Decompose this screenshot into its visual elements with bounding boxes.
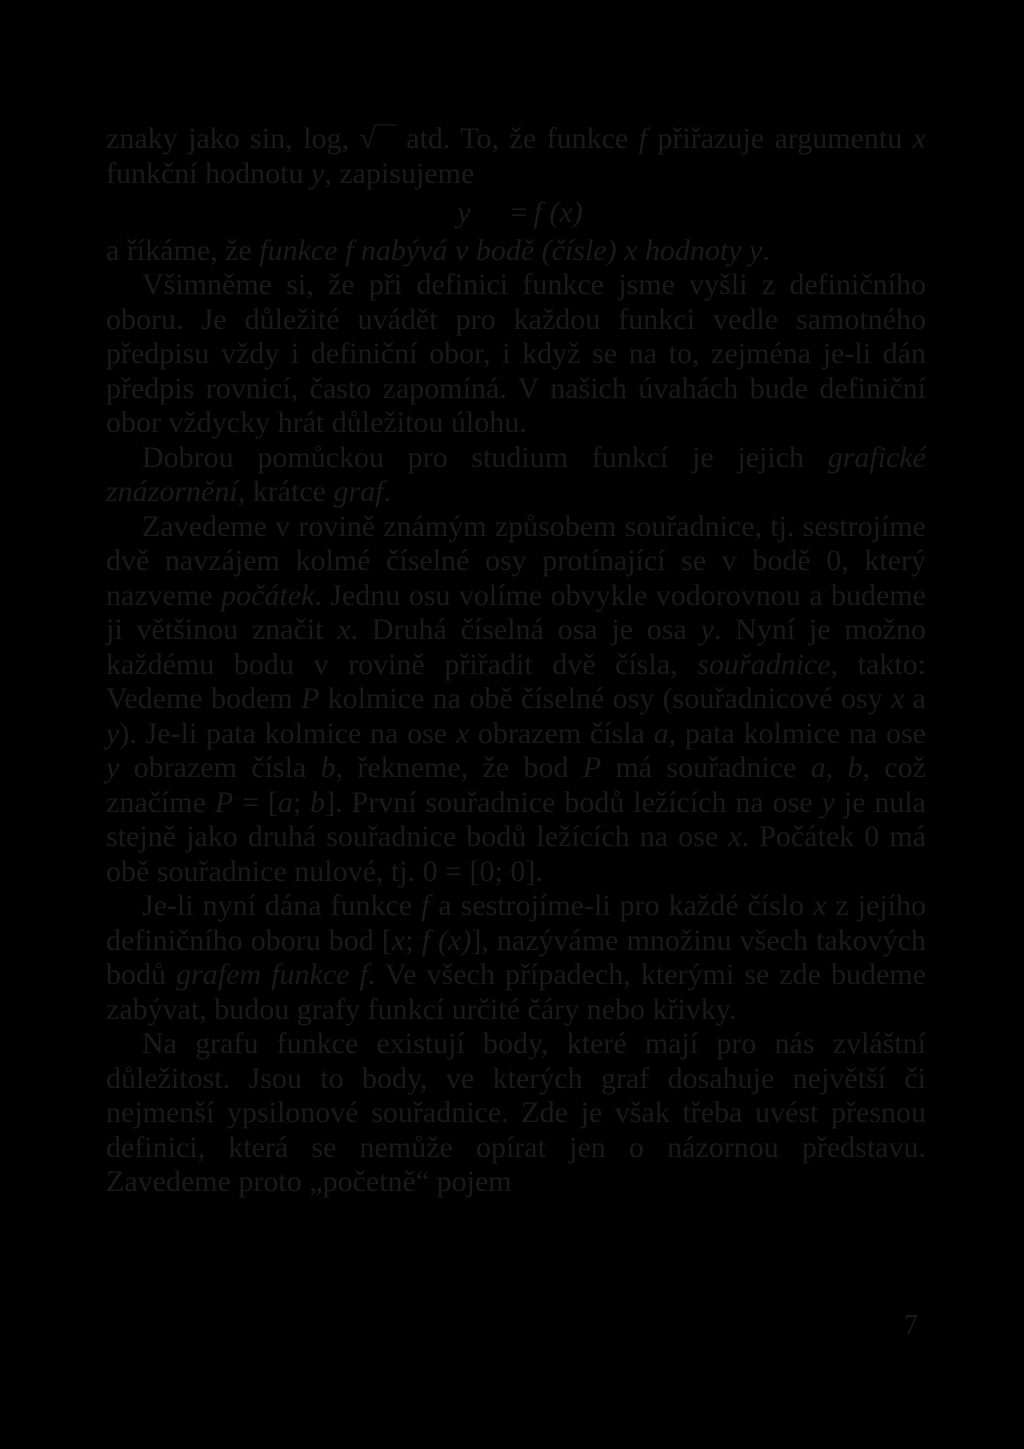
math-symbol: y [821, 785, 835, 819]
math-symbol: P [582, 751, 602, 784]
math-symbol: x [337, 613, 351, 646]
emphasized-term: grafem funkce f [176, 958, 368, 991]
paragraph-4 [106, 441, 926, 510]
paragraph-1 [106, 122, 926, 191]
text-span: kolmice na obě číselné osy (souřadnicové osy [319, 682, 891, 715]
text-span: obrazem čísla [119, 751, 321, 784]
emphasized-term: graf [333, 475, 384, 508]
body-text [106, 122, 926, 1200]
paragraph-6 [106, 889, 926, 1027]
math-symbol: x [728, 820, 742, 853]
math-symbol: b [320, 751, 336, 784]
text-span: . Jednu osu volíme obvykle vodorovnou a budeme ji většinou značit [106, 578, 926, 646]
text-span: a [904, 682, 926, 715]
math-symbol: P [300, 682, 320, 715]
text-span: obrazem čísla [469, 716, 654, 750]
math-symbol: f (x) [421, 923, 472, 957]
text-span: . Počátek 0 má obě souřadnice nulové, tj. 0 = [0; 0]. [106, 820, 926, 888]
formula-rhs: f (x) [533, 196, 583, 229]
text-span: Na grafu funkce existují body, které mají pro nás zvláštní důležitost. Jsou to body, ve kterých graf dosahuje největší či nejmenší ypsilonové souřadnice. Zde je však třeba uvést přesnou definici, která se nemůže opírat jen o názornou představu. Zavedeme proto „početně“ pojem [106, 1027, 926, 1198]
text-span: . Ve všech případech, kterými se zde budeme zabývat, budou grafy funkcí určité čáry nebo křivky. [106, 958, 927, 1026]
emphasized-term: grafické znázornění [106, 440, 926, 508]
text-span: z jejího definičního oboru bod [ [106, 889, 926, 957]
emphasized-term: počátek [221, 578, 315, 612]
math-symbol: y [106, 716, 120, 750]
paragraph-2 [106, 234, 926, 269]
math-symbol: b [847, 751, 863, 784]
text-span: ; [292, 785, 311, 819]
text-span: , což značíme [106, 751, 926, 819]
math-symbol: y [310, 156, 325, 190]
text-span: a říkáme, že [106, 233, 260, 267]
text-span: přiřazuje argumentu [646, 122, 913, 155]
text-span: ]. První souřadnice bodů ležících na ose [325, 785, 822, 819]
text-span: , [825, 751, 848, 784]
math-symbol: x [813, 889, 827, 922]
formula-equals: = [510, 196, 528, 229]
math-symbol: a [810, 751, 826, 784]
formula [106, 196, 926, 231]
text-span: ], nazýváme množinu všech takových bodů [106, 923, 926, 991]
text-span: , krátce [237, 475, 334, 508]
math-symbol: x [891, 682, 905, 715]
emphasized-term: souřadnice [697, 647, 831, 681]
text-span: má souřadnice [601, 751, 811, 784]
text-span: , pata kolmice na ose [668, 716, 926, 750]
math-symbol: y [106, 751, 120, 784]
text-span: ; [405, 923, 422, 957]
page-number: 7 [904, 1310, 918, 1341]
text-span: znaky jako sin, log, √‾‾ atd. To, že funkce [106, 122, 639, 155]
text-span: . Druhá číselná osa je osa [350, 613, 701, 646]
math-symbol: y [700, 613, 714, 646]
text-span: ). Je-li pata kolmice na ose [119, 716, 456, 750]
text-span: je nula stejně jako druhá souřadnice bodů ležících na ose [106, 785, 926, 853]
text-span: Zavedeme v rovině známým způsobem souřadnice, tj. sestrojíme dvě navzájem kolmé číselné osy protínající se v bodě 0, který nazveme [106, 509, 926, 612]
text-span: = [ [233, 785, 278, 819]
math-symbol: f [638, 122, 647, 155]
math-symbol: f [421, 889, 430, 922]
paragraph-3 [106, 268, 926, 441]
text-span: , řekneme, že bod [335, 751, 583, 784]
math-symbol: P [214, 785, 234, 819]
text-span: . [383, 475, 391, 508]
text-span: Je-li nyní dána funkce [142, 889, 422, 922]
text-span: . [762, 233, 770, 267]
math-symbol: x [391, 923, 406, 957]
math-symbol: x [912, 122, 926, 155]
text-span: , zapisujeme [324, 156, 475, 190]
paragraph-7 [106, 1027, 926, 1200]
math-symbol: x [455, 716, 470, 750]
text-span: funkční hodnotu [106, 156, 311, 190]
paragraph-5 [106, 510, 926, 890]
text-span: , takto: Vedeme bodem [106, 647, 927, 715]
math-symbol: a [653, 716, 669, 750]
text-span: a sestrojíme-li pro každé číslo [429, 889, 814, 922]
emphasized-term: funkce f nabývá v bodě (čísle) x hodnoty y [259, 233, 763, 267]
text-span: . Nyní je možno každému bodu v rovině přiřadit dvě čísla, [106, 613, 926, 681]
formula-lhs: y [457, 196, 471, 229]
text-span: Všimněme si, že při definici funkce jsme vyšli z definičního oboru. Je důležité uvádět pro každou funkci vedle samotného předpisu vždy i definiční obor, i když se na to, zejména je-li dán předpis rovnicí, často zapomíná. V našich úvahách bude definiční obor vždycky hrát důležitou úlohu. [106, 268, 926, 439]
math-symbol: a [277, 785, 293, 819]
text-span: Dobrou pomůckou pro studium funkcí je jejich [142, 440, 828, 474]
math-symbol: b [310, 785, 326, 819]
